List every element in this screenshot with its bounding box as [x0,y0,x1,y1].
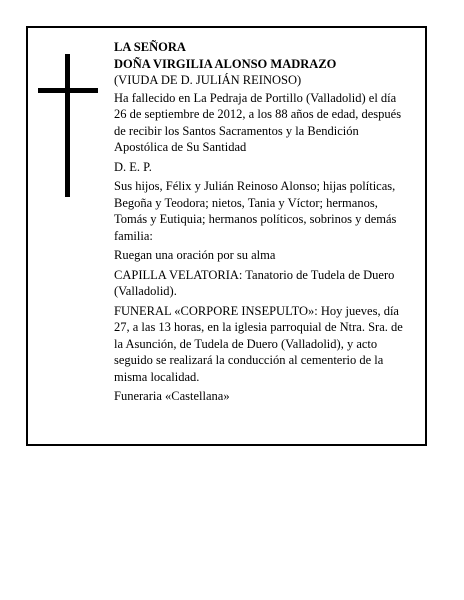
title-line-1: LA SEÑORA [114,40,186,54]
chapel-info: CAPILLA VELATORIA: Tanatorio de Tudela de Duero (Valladolid). [114,267,395,298]
cross-horizontal-bar [38,88,98,93]
prayer-request: Ruegan una oración por su alma [114,248,276,262]
deceased-name: DOÑA VIRGILIA ALONSO MADRAZO [114,56,337,71]
widow-of-line: (VIUDA DE D. JULIÁN REINOSO) [114,73,302,87]
cross-vertical-bar [65,54,70,197]
family-list: Sus hijos, Félix y Julián Reinoso Alonso; hijas políticas, Begoña y Teodora; nietos, Tania y Víctor; hermanos, Tomás y Eutiquia; hermanos políticos, sobrinos y demás familia: [114,179,397,243]
obituary-text [114,39,410,405]
funeral-info: FUNERAL «CORPORE INSEPULTO»: Hoy jueves, día 27, a las 13 horas, en la iglesia parroquial de Ntra. Sra. de la Asunción, de Tudela de Duero (Valladolid), y acto seguido se realizará la conducción al cementerio de la misma localidad. [114,303,403,384]
death-announcement: Ha fallecido en La Pedraja de Portillo (Valladolid) el día 26 de septiembre de 2012, a los 88 años de edad, después de recibir los Santos Sacramentos y la Bendición Apostólica de Su Santidad [114,90,402,154]
rest-in-peace: D. E. P. [114,159,152,174]
latin-cross-icon [38,54,98,197]
funeral-home: Funeraria «Castellana» [114,389,230,403]
